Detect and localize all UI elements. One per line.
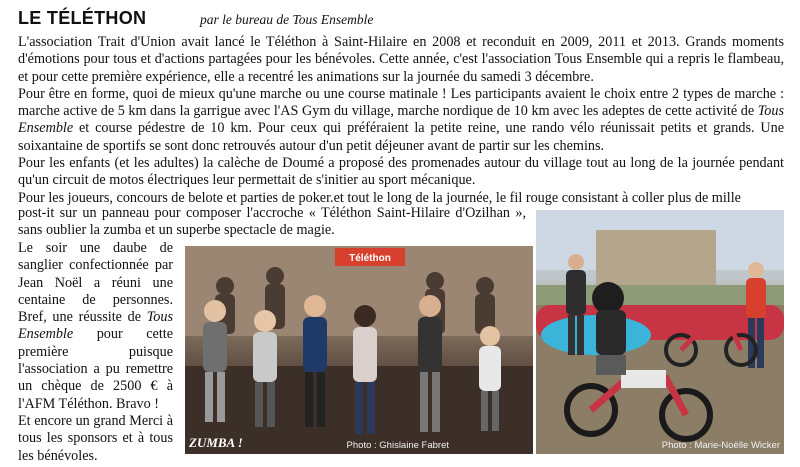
paragraph-marche: Pour être en forme, quoi de mieux qu'une marche ou une course matinale ! Les participants avaient le choix entre 2 types de marche : marche active de 5 km dans la garrigue avec l'AS Gym du village, marche nordique de 10 km avec les adeptes de cette activité de Tous Ensemble et course pédestre de 10 km. Pour ceux qui préféraient la petite reine, une rando vélo réunissait petits et grands. Une soixantaine de sportifs se sont donc retrouvés autour d'un petit déjeuner avant de partir sur les chemins. [18,85,784,154]
paragraph-joueurs-line1: Pour les joueurs, concours de belote et parties de poker.et tout le long de la journée, le fil rouge consistant à coller plus de mille [18,189,741,206]
paragraph-enfants: Pour les enfants (et les adultes) la calèche de Doumé a proposé des promenades autour du village tout au long de la journée pendant qu'un circuit de motos électriques leur permettait de s'initier au sport mécanique. [18,155,784,189]
zumba-photo-illustration [185,246,533,454]
motos-photo-credit: Photo : Marie-Noëlle Wicker [661,440,780,451]
paragraph-joueurs-rest: post-it sur un panneau pour composer l'accroche « Téléthon Saint-Hilaire d'Ozilhan », sans oublier la zumba et un superbe spectacle de magie. [18,205,526,239]
motos-photo-illustration [536,210,784,454]
article-title: LE TÉLÉTHON [18,8,147,28]
article-body [18,34,784,207]
motos-photo [536,210,784,454]
paragraph-merci: Et encore un grand Merci à tous les sponsors et à tous les bénévoles. [18,412,173,464]
zumba-photo-credit: Photo : Ghislaine Fabret [346,440,449,451]
zumba-photo [185,246,533,454]
article-byline: par le bureau de Tous Ensemble [200,12,374,27]
helmet [592,282,624,314]
banner-text: Téléthon [349,253,391,264]
paragraph-intro: L'association Trait d'Union avait lancé le Téléthon à Saint-Hilaire en 2008 et reconduit en 2009, 2011 et 2013. Grands moments d'émotions pour tous et d'actions partagées pour les bénévoles. Cette année, c'est l'association Tous Ensemble qui a repris le flambeau, et pour cette première expérience, elle a recentré les animations sur la journée du samedi 3 décembre. [18,34,784,85]
zumba-label: ZUMBA ! [189,435,243,450]
building [596,230,716,285]
paragraph-soiree: Le soir une daube de sanglier confectionnée par Jean Noël a réuni une centaine de personnes. Bref, une réussite de Tous Ensemble pour cette première puisque l'association a pu remettre un chèque de 2500 € à l'AFM Téléthon. Bravo ! Et encore un grand Merci à tous les sponsors et à tous les bénévoles. [18,240,173,464]
